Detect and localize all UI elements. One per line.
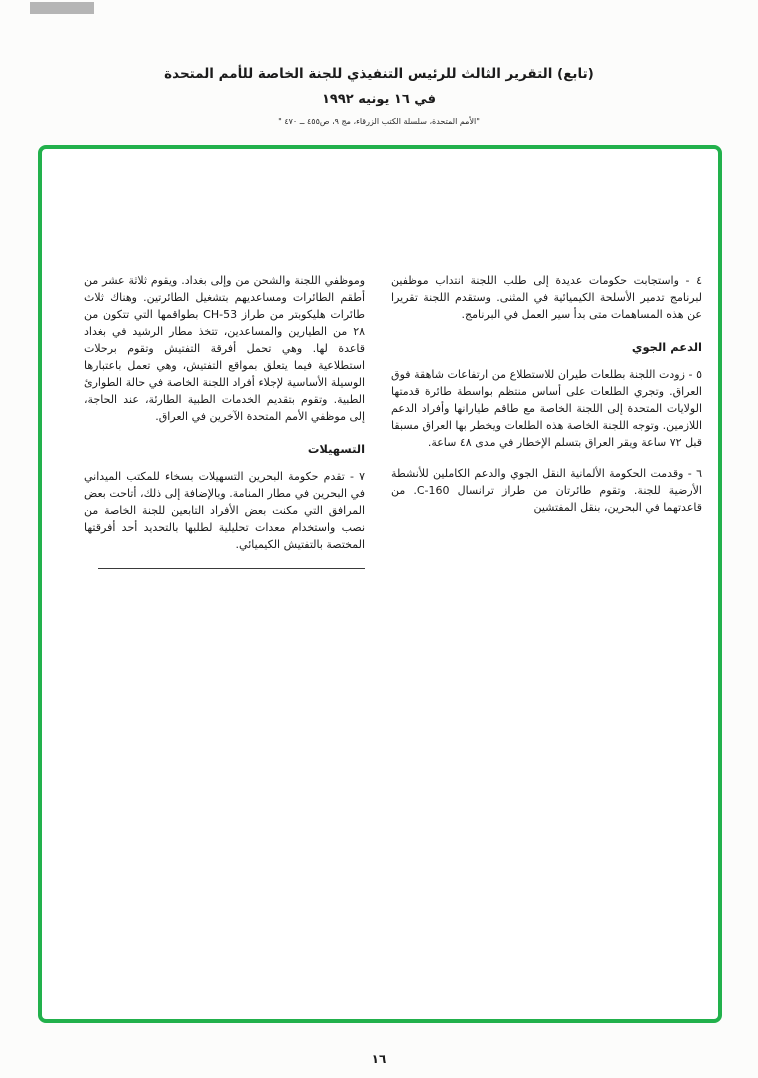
footnote-rule <box>98 568 365 569</box>
report-source-citation: "الأمم المتحدة، سلسلة الكتب الزرقاء، مج ٩، ص٤٥٥ ــ ٤٧٠ " <box>278 117 480 126</box>
page-number: ١٦ <box>371 1052 387 1066</box>
report-title: (تابع) التقرير الثالث للرئيس التنفيذي للجنة الخاصة للأمم المتحدة <box>164 66 594 82</box>
document-header <box>0 66 758 126</box>
report-date: في ١٦ يونيه ١٩٩٢ <box>322 92 436 107</box>
report-frame <box>38 145 722 1023</box>
paragraph-7: ٧ - تقدم حكومة البحرين التسهيلات بسخاء للمكتب الميداني في البحرين في مطار المنامة. وبالإضافة إلى ذلك، أتاحت بعض المرافق التي مكنت بعض الأفراد التابعين للجنة الخاصة من نصب واستخدام معدات تحليلية لطلبها بالتحديد أحد أفرقتها المختصة بالتفتيش الكيميائي. <box>84 470 366 551</box>
column-left <box>84 272 365 569</box>
paragraph-4: ٤ - واستجابت حكومات عديدة إلى طلب اللجنة انتداب موظفين لبرنامج تدمير الأسلحة الكيميائية في المثنى. وستقدم اللجنة تقريرا عن هذه المساهمات متى بدأ سير العمل في البرنامج. <box>391 274 702 321</box>
paragraph-5: ٥ - زودت اللجنة بطلعات طيران للاستطلاع من ارتفاعات شاهقة فوق العراق. وتجري الطلعات على أساس منتظم بواسطة طائرة قدمتها الولايات المتحدة إلى اللجنة الخاصة مع طاقم طيارانها وأفراد الدعم اللازمين. وتوجه اللجنة الخاصة هذه الطلعات ويخطر بها العراق مسبقا قبل ٧٢ ساعة ويقر العراق بتسلم الإخطار في مدى ٤٨ ساعة. <box>391 368 702 449</box>
heading-facilities: التسهيلات <box>307 442 366 456</box>
two-column-text-block <box>84 272 702 569</box>
scan-artifact-tab <box>30 2 94 14</box>
column-right <box>391 272 702 569</box>
heading-air-support: الدعم الجوي <box>631 340 702 354</box>
paragraph-6-continued: وموظفي اللجنة والشحن من وإلى بغداد. ويقوم ثلاثة عشر من أطقم الطائرات ومساعديهم بتشغيل الطائرتين. وهناك ثلاث طائرات هليكوبتر من طراز CH-53 بطواقمها التي تتكون من ٢٨ من الطيارين والمساعدين، تتخذ مطار الرشيد في بغداد قاعدة لها. وهي تحمل أفرقة التفتيش وتقوم برحلات استطلاعية فيما يتعلق بمواقع التفتيش، وهي تعمل باعتبارها الوسيلة الأساسية لإجلاء أفراد اللجنة الخاصة في حالة الطوارئ الطبية. وتقوم بتقديم الخدمات الطبية الطارئة، عند الحاجة، إلى موظفي الأمم المتحدة الآخرين في العراق. <box>84 274 366 423</box>
paragraph-6: ٦ - وقدمت الحكومة الألمانية النقل الجوي والدعم الكاملين للأنشطة الأرضية للجنة. وتقوم طائرتان من طراز ترانسال C-160. من قاعدتهما في البحرين، بنقل المفتشين <box>391 467 702 514</box>
